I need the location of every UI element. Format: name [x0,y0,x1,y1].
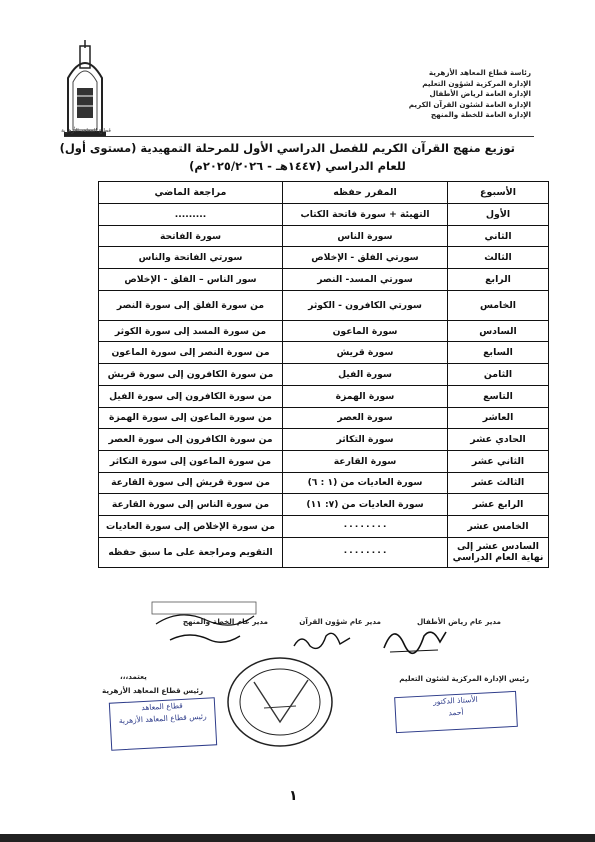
review-cell: من سورة النصر إلى سورة الماعون [99,342,283,364]
review-cell: من سورة الإخلاص إلى سورة العاديات [99,515,283,537]
header-line: الإدارة المركزية لشؤون التعليم [422,78,531,88]
week-cell: الحادي عشر [448,429,549,451]
review-cell: من سورة الماعون إلى سورة الهمزة [99,407,283,429]
table-row [99,494,549,516]
week-cell: الثامن [448,364,549,386]
week-cell: السابع [448,342,549,364]
review-cell: من سورة الكافرون إلى سورة قريش [99,364,283,386]
signature-scribble [380,618,450,658]
review-cell: سور الناس – الفلق - الإخلاص [99,269,283,291]
memorize-cell: سورة الناس [283,225,448,247]
table-row [99,472,549,494]
curriculum-table [98,181,549,568]
approved-label: يعتمد،،، [120,672,147,681]
table-row [99,247,549,269]
scan-edge [0,834,595,842]
memorize-cell: سورة القارعة [283,450,448,472]
column-header-memorize: المقرر حفظه [283,182,448,204]
memorize-cell: سورة العاديات من (١ : ٦) [283,472,448,494]
table-row [99,407,549,429]
table-row [99,290,549,320]
signatory-curriculum-director: مدير عام الخطة والمنهج [182,617,268,626]
table-row [99,342,549,364]
memorize-cell: سورة الماعون [283,320,448,342]
week-cell: الثالث عشر [448,472,549,494]
review-cell: سورتي الفاتحة والناس [99,247,283,269]
week-cell: الأول [448,204,549,226]
table-row [99,450,549,472]
memorize-cell: سورة الهمزة [283,385,448,407]
week-cell: الثاني [448,225,549,247]
header-line: رئاسة قطاع المعاهد الأزهرية [428,68,531,77]
table-header-row [99,182,549,204]
week-cell: السادس [448,320,549,342]
column-header-review: مراجعة الماضي [99,182,283,204]
memorize-cell: ٠٠٠٠٠٠٠٠ [283,515,448,537]
week-cell: التاسع [448,385,549,407]
week-cell: الرابع [448,269,549,291]
column-header-week: الأسبوع [448,182,549,204]
memorize-cell: سورتي المسد- النصر [283,269,448,291]
central-administration-head: رئيس الإدارة المركزية لشئون التعليم [399,674,529,683]
memorize-cell: سورة العاديات من (٧: ١١) [283,494,448,516]
header-line: الإدارة العامة للخطة والمنهج [430,110,531,119]
week-cell: الثالث [448,247,549,269]
header-line: الإدارة العامة لشئون القرآن الكريم [408,99,531,109]
table-row [99,429,549,451]
review-cell: من سورة قريش إلى سورة القارعة [99,472,283,494]
review-cell: من سورة الفلق إلى سورة النصر [99,290,283,320]
header-rule [64,136,534,137]
signatory-quran-director: مدير عام شؤون القرآن [299,617,381,626]
review-cell: التقويم ومراجعة على ما سبق حفظه [99,537,283,567]
review-cell: من سورة الناس إلى سورة القارعة [99,494,283,516]
academic-year: للعام الدراسي (١٤٤٧هـ - ٢٠٢٥/٢٠٢٦م) [189,159,406,173]
review-cell: من سورة الكافرون إلى سورة العصر [99,429,283,451]
approval-stamp: الأستاذ الدكتور أحمد [394,691,518,733]
table-row [99,204,549,226]
sector-stamp: قطاع المعاهد رئيس قطاع المعاهد الأزهرية [109,697,217,750]
table-row [99,269,549,291]
week-cell: الثاني عشر [448,450,549,472]
document-title: توزيع منهج القرآن الكريم للفصل الدراسي الأول للمرحلة التمهيدية (مستوى أول) [59,141,515,155]
signatory-kindergarten-director: مدير عام رياض الأطفال [416,617,501,626]
header-line: الإدارة العامة لرياض الأطفال [429,89,531,98]
week-cell: السادس عشر إلى نهاية العام الدراسي [448,537,549,567]
memorize-cell: سورة قريش [283,342,448,364]
table-row [99,515,549,537]
review-cell: من سورة الكافرون إلى سورة الفيل [99,385,283,407]
sector-head-label: رئيس قطاع المعاهد الأزهرية [102,686,204,695]
table-row [99,537,549,567]
memorize-cell: سورتي الكافرون - الكوثر [283,290,448,320]
table-row [99,385,549,407]
table-row [99,225,549,247]
review-cell: من سورة المسد إلى سورة الكوثر [99,320,283,342]
official-seal [220,652,340,752]
week-cell: الخامس عشر [448,515,549,537]
memorize-cell: سورتي الفلق - الإخلاص [283,247,448,269]
memorize-cell: سورة الفيل [283,364,448,386]
logo-caption: قطاع المعاهد الأزهرية [61,128,111,134]
week-cell: الخامس [448,290,549,320]
review-cell: سورة الفاتحة [99,225,283,247]
page-number: ١ [289,788,298,804]
memorize-cell: سورة العصر [283,407,448,429]
table-row [99,364,549,386]
week-cell: العاشر [448,407,549,429]
review-cell: من سورة الماعون إلى سورة التكاثر [99,450,283,472]
memorize-cell: ٠٠٠٠٠٠٠٠ [283,537,448,567]
signature-scribble [150,600,260,650]
memorize-cell: التهيئة + سورة فاتحة الكتاب [283,204,448,226]
memorize-cell: سورة التكاثر [283,429,448,451]
table-row [99,320,549,342]
week-cell: الرابع عشر [448,494,549,516]
institution-header [341,68,531,121]
review-cell: ......... [99,204,283,226]
